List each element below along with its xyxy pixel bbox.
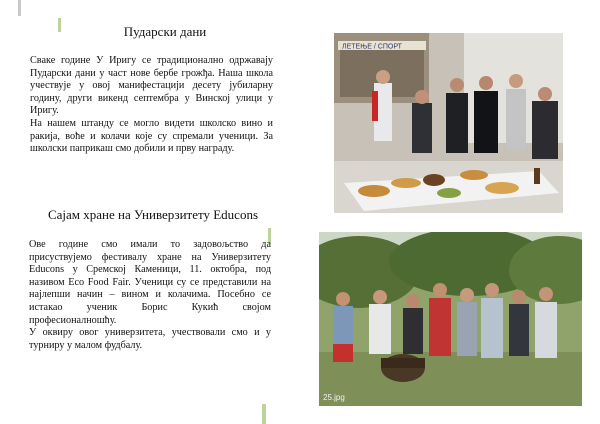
photo-caption: 25.jpg <box>323 393 345 402</box>
section-title-educons: Сајам хране на Универзитету Educons <box>47 207 259 222</box>
paragraph: Ове године смо имали то задовољство да присуствујемо фестивалу хране на Универзитету Educons у Сремској Каменици, 11. октобра, под називом Eco Food Fair. Ученици су се представили на најлепши начин – вином и колачима. Посебно се истакао ученик Борис Кукић својом професионалношћу. <box>29 239 271 326</box>
photo-stand-image <box>334 33 563 213</box>
photo-football-team <box>319 232 582 406</box>
photo-team-image <box>319 232 582 406</box>
decorative-bar-bottom <box>262 404 266 424</box>
photo-stand-with-students <box>334 33 563 213</box>
paragraph: У оквиру овог универзитета, учествовали смо и у турниру у малом фудбалу. <box>29 327 271 351</box>
sign-text: ЛЕТЕЊЕ / СПОРТ <box>342 43 402 51</box>
decorative-bar-top <box>18 0 21 16</box>
section-body-pudarski-dani <box>30 55 273 156</box>
paragraph: На нашем штанду се могло видети школско вино и ракија, воће и колачи које су спремали ученици. За школски паприкаш смо добили и прву награду. <box>30 117 273 155</box>
section-body-educons <box>29 239 271 352</box>
decorative-bar-top-accent <box>58 18 61 32</box>
paragraph: Сваке године У Иригу се традиционално одржавају Пударски дани у част нове бербе грожђа. Наша школа учествује у овој манифестацији десету јубиларну годину, други викенд септембра у Винској улици у Иригу. <box>30 55 273 117</box>
section-title-pudarski-dani: Пударски дани <box>123 24 207 39</box>
